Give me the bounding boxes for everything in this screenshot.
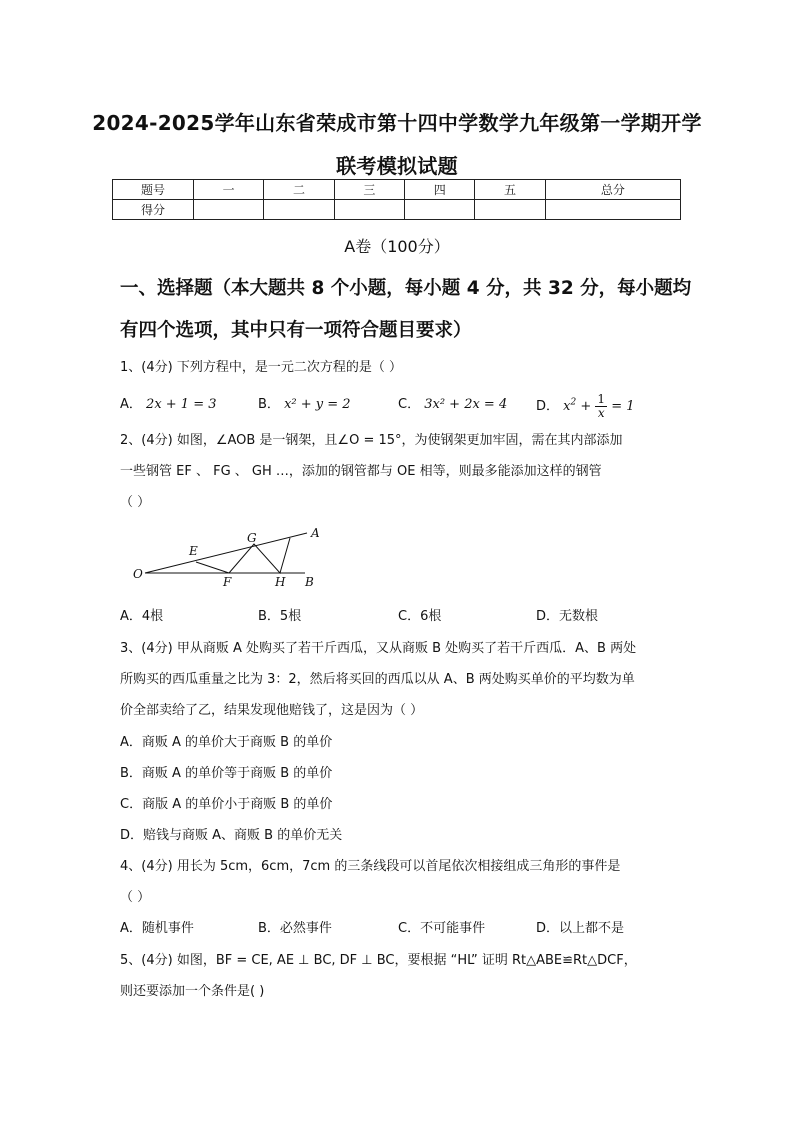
option-math: 2x + 1 = 3 <box>146 397 217 412</box>
steel-frame-figure <box>125 520 335 590</box>
q2-option-b[interactable]: B．5根 <box>258 609 302 624</box>
option-letter: B． <box>258 397 280 412</box>
option-math: $x^2$ + <box>563 397 596 414</box>
score-cell: 三 <box>334 180 404 200</box>
q3-option-d[interactable]: D．赔钱与商贩 A、商贩 B 的单价无关 <box>120 828 343 843</box>
q4-option-c[interactable]: C．不可能事件 <box>398 921 486 936</box>
section1-heading-line2: 有四个选项，其中只有一项符合题目要求） <box>120 320 472 341</box>
q5-line-1: 5、(4分) 如图，BF = CE, AE ⊥ BC, DF ⊥ BC，要根据 “HL” 证明 Rt△ABE≌Rt△DCF， <box>120 953 637 968</box>
score-blank[interactable] <box>334 200 404 220</box>
q3-option-b[interactable]: B．商贩 A 的单价等于商贩 B 的单价 <box>120 766 333 781</box>
q2-option-d[interactable]: D．无数根 <box>536 609 599 624</box>
q3-line-1: 3、(4分) 甲从商贩 A 处购买了若干斤西瓜，又从商贩 B 处购买了若干斤西瓜．A、B 两处 <box>120 641 637 656</box>
label-g: G <box>247 531 257 545</box>
score-cell: 得分 <box>113 200 194 220</box>
title-line-2: 联考模拟试题 <box>336 154 458 178</box>
score-cell: 题号 <box>113 180 194 200</box>
option-letter: C． <box>398 397 421 412</box>
option-letter: D． <box>536 399 560 414</box>
score-cell: 二 <box>264 180 334 200</box>
score-cell: 一 <box>194 180 264 200</box>
score-cell: 四 <box>405 180 475 200</box>
score-cell: 总分 <box>545 180 680 200</box>
q3-line-3: 价全部卖给了乙，结果发现他赔钱了，这是因为（ ） <box>120 703 424 718</box>
label-h: H <box>275 575 286 589</box>
option-letter: A． <box>120 397 142 412</box>
q2-line-3: （ ） <box>120 495 151 510</box>
score-blank[interactable] <box>545 200 680 220</box>
q1-option-a[interactable] <box>120 393 217 412</box>
q4-option-b[interactable]: B．必然事件 <box>258 921 332 936</box>
score-table-score-row <box>113 200 681 220</box>
score-blank[interactable] <box>264 200 334 220</box>
section1-heading-line1: 一、选择题（本大题共 8 个小题，每小题 4 分，共 32 分，每小题均 <box>120 278 692 299</box>
q5-line-2: 则还要添加一个条件是( ) <box>120 984 265 999</box>
option-math: = 1 <box>611 399 635 414</box>
score-cell: 五 <box>475 180 545 200</box>
q1-option-d[interactable] <box>536 393 634 420</box>
score-blank[interactable] <box>194 200 264 220</box>
option-math: 3x² + 2x = 4 <box>424 397 508 412</box>
volume-a-heading: A卷（100分） <box>344 237 450 256</box>
fraction-1-over-x: $\frac{1}{x}$ <box>597 392 606 420</box>
q4-option-d[interactable]: D．以上都不是 <box>536 921 625 936</box>
label-b: B <box>305 575 314 589</box>
steel-pipes <box>196 538 290 573</box>
q1-option-c[interactable] <box>398 393 507 412</box>
score-table-header-row <box>113 180 681 200</box>
q1-stem: 1、(4分) 下列方程中，是一元二次方程的是（ ） <box>120 360 402 375</box>
q1-option-b[interactable] <box>258 393 351 412</box>
q4-line-1: 4、(4分) 用长为 5cm，6cm，7cm 的三条线段可以首尾依次相接组成三角形的事件是 <box>120 859 621 874</box>
label-a: A <box>311 526 320 540</box>
score-blank[interactable] <box>405 200 475 220</box>
score-table <box>112 179 681 220</box>
label-e: E <box>189 544 198 558</box>
q2-option-c[interactable]: C．6根 <box>398 609 442 624</box>
q3-option-a[interactable]: A．商贩 A 的单价大于商贩 B 的单价 <box>120 735 333 750</box>
label-f: F <box>223 575 232 589</box>
option-math: x² + y = 2 <box>284 397 351 412</box>
q4-line-2: （ ） <box>120 890 151 905</box>
q3-line-2: 所购买的西瓜重量之比为 3：2，然后将买回的西瓜以从 A、B 两处购买单价的平均数为单 <box>120 672 635 687</box>
q4-option-a[interactable]: A．随机事件 <box>120 921 194 936</box>
score-blank[interactable] <box>475 200 545 220</box>
q2-line-2: 一些钢管 EF 、 FG 、 GH …，添加的钢管都与 OE 相等，则最多能添加这样的钢管 <box>120 464 602 479</box>
q2-option-a[interactable]: A．4根 <box>120 609 164 624</box>
ray-oa <box>145 533 307 573</box>
q3-option-c[interactable]: C．商版 A 的单价小于商贩 B 的单价 <box>120 797 333 812</box>
q2-line-1: 2、(4分) 如图，∠AOB 是一钢架，且∠O = 15°，为使钢架更加牢固，需在其内部添加 <box>120 433 623 448</box>
label-o: O <box>133 567 143 581</box>
title-line-1: 2024-2025学年山东省荣成市第十四中学数学九年级第一学期开学 <box>92 111 702 135</box>
